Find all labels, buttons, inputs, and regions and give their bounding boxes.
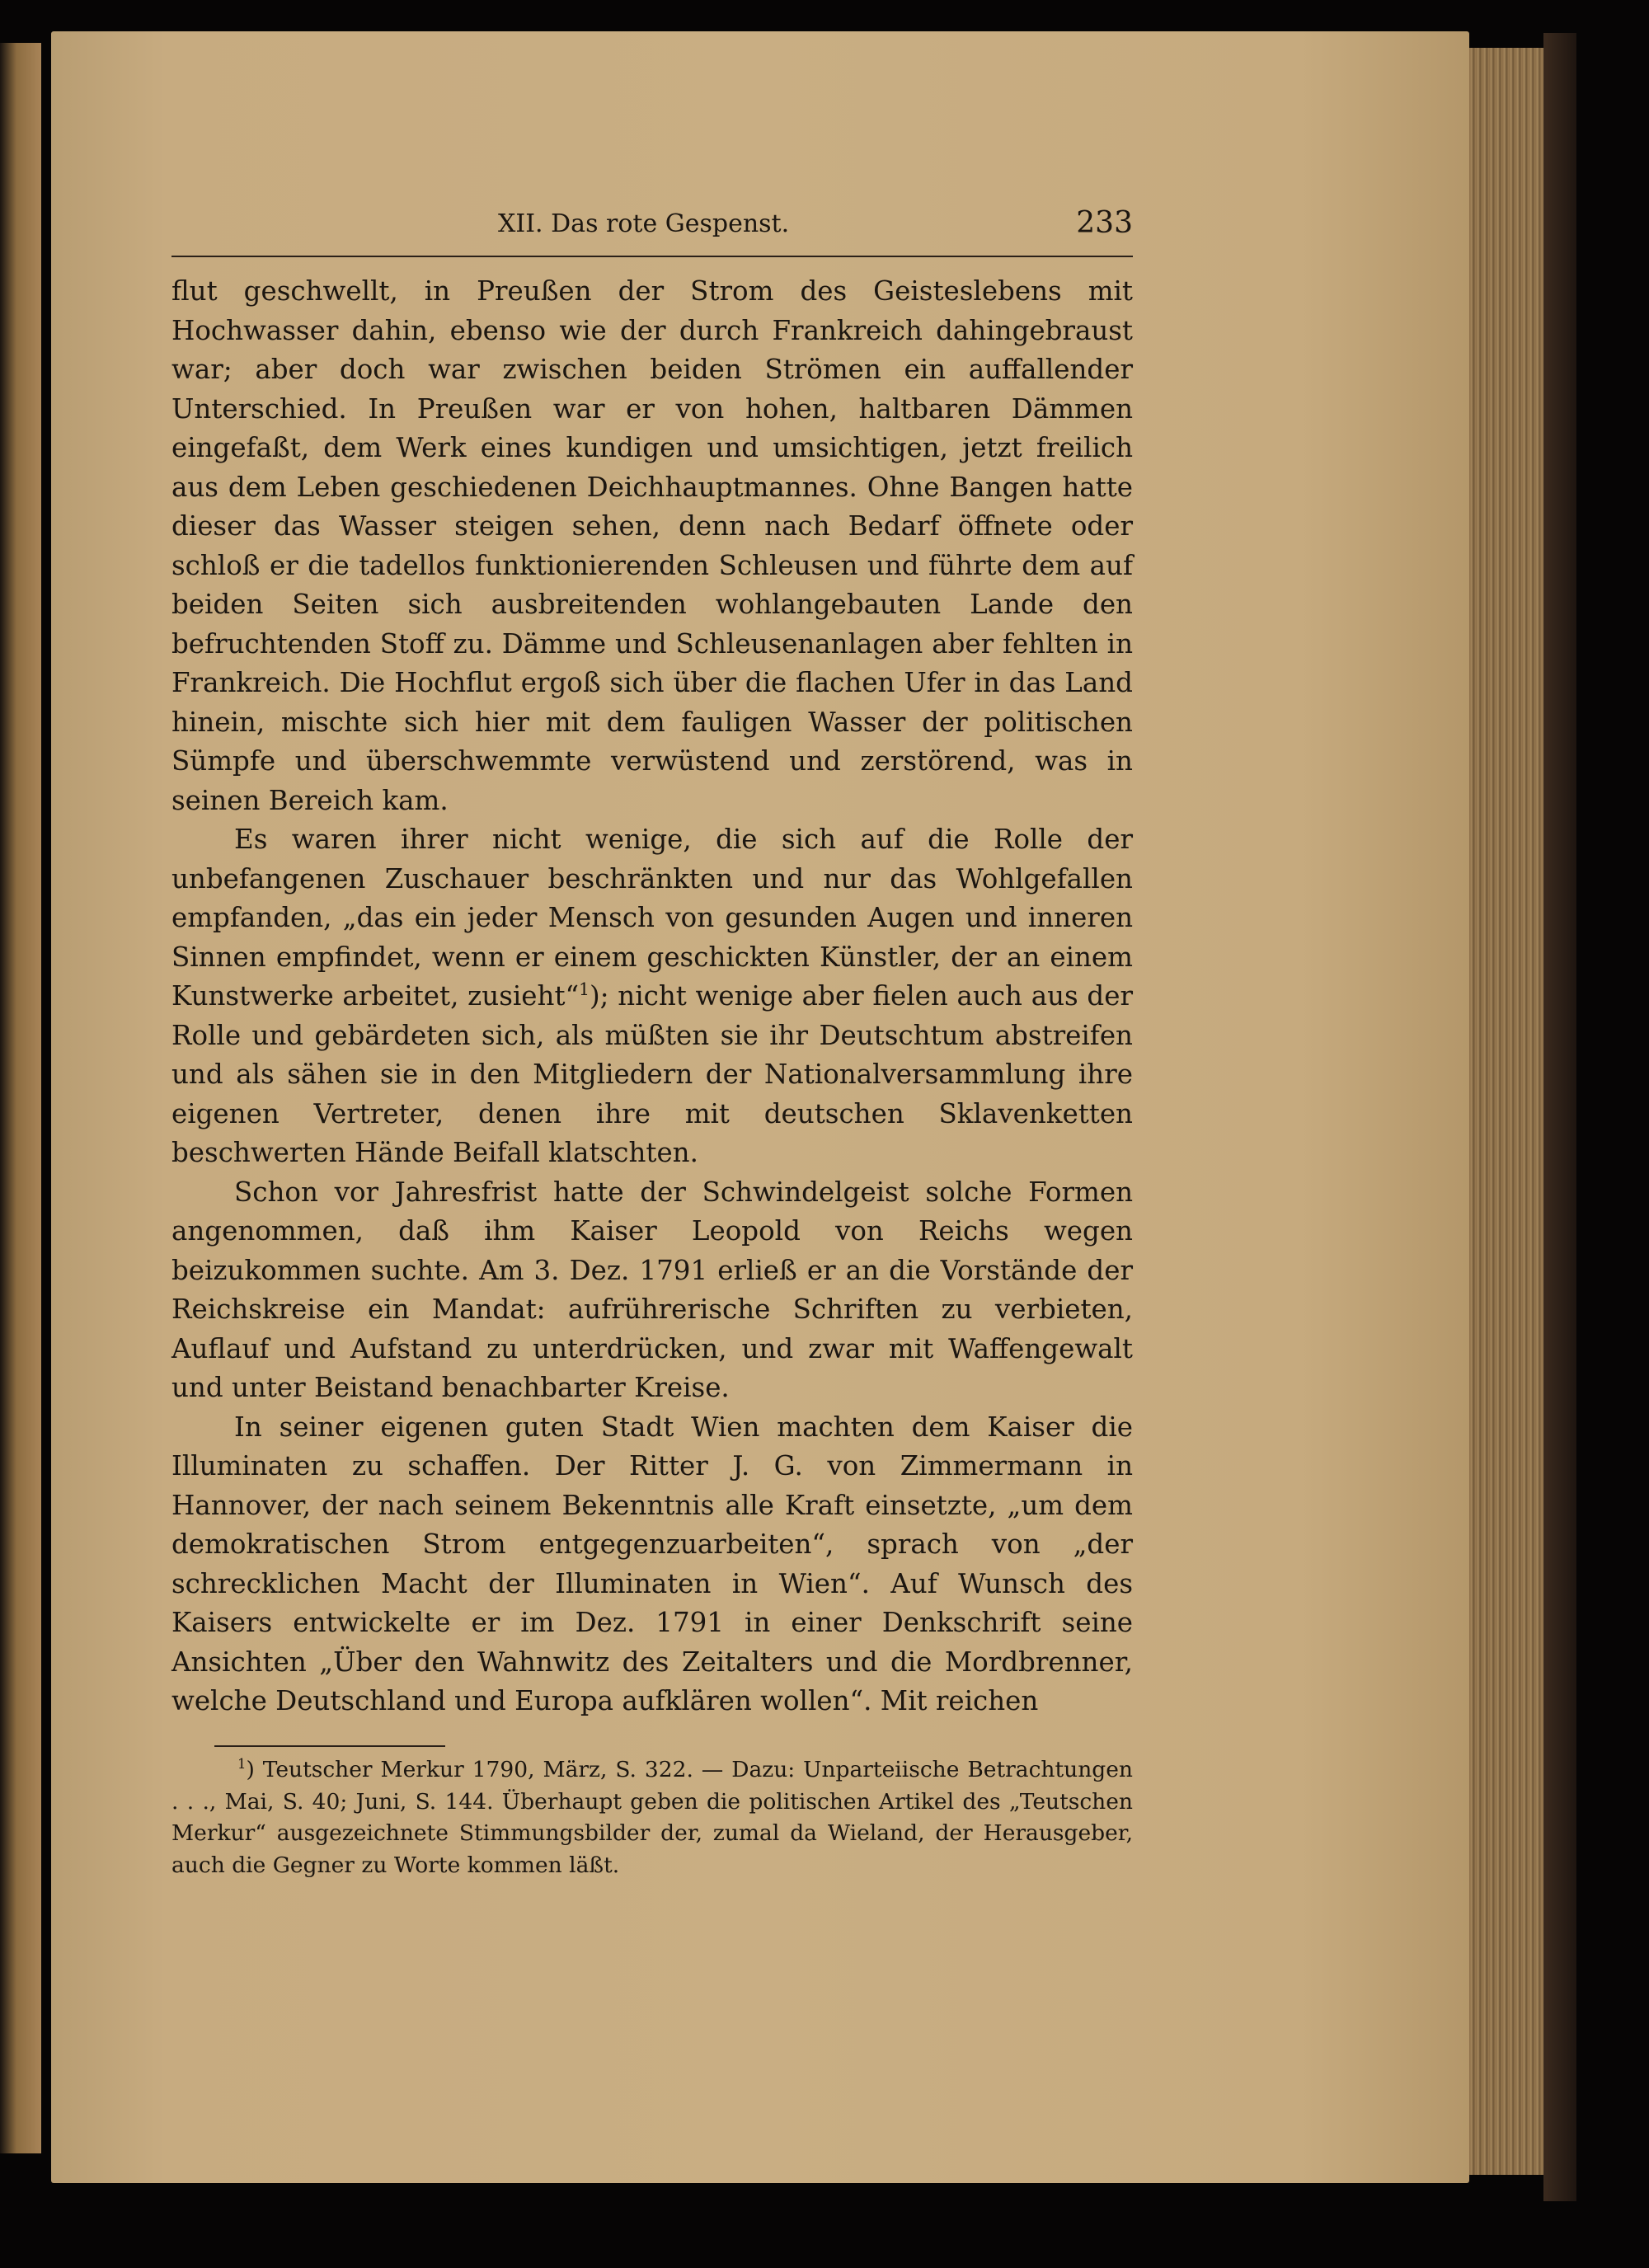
paragraph-3: Schon vor Jahresfrist hatte der Schwindelgeist solche Formen angenommen, daß ihm Kaiser Leopold von Reichs wegen beizukommen suchte. Am 3. Dez. 1791 erließ er an die Vorstände der Reichskreise ein Mandat: aufrührerische Schriften zu verbieten, Auflauf und Aufstand zu unterdrücken, und zwar mit Waffengewalt und unter Beistand benachbarter Kreise. bbox=[171, 1176, 1133, 1403]
paragraph-2-text-a: Es waren ihrer nicht wenige, die sich auf die Rolle der unbefangenen Zuschauer beschränkten und nur das Wohlgefallen empfanden, „das ein jeder Mensch von gesunden Augen und inneren Sinnen empfindet, wenn er einem geschickten Künstler, der an einem Kunstwerke arbeitet, zusieht“ bbox=[171, 824, 1133, 1012]
left-page-edge bbox=[0, 43, 41, 2153]
paragraph-4: In seiner eigenen guten Stadt Wien machten dem Kaiser die Illuminaten zu schaffen. Der Ritter J. G. von Zimmermann in Hannover, der nach seinem Bekenntnis alle Kraft einsetzte, „um dem demokratischen Strom entgegenzuarbeiten“, sprach von „der schrecklichen Macht der Illuminaten in Wien“. Auf Wunsch des Kaisers entwickelte er im Dez. 1791 in einer Denkschrift seine Ansichten „Über den Wahnwitz des Zeitalters und die Mordbrenner, welche Deutschland und Europa aufklären wollen“. Mit reichen bbox=[171, 1411, 1133, 1716]
footnote bbox=[171, 1754, 1133, 1881]
footnote-marker: 1 bbox=[237, 1756, 247, 1773]
page-stack-edge bbox=[1469, 48, 1543, 2175]
page-header bbox=[171, 201, 1133, 257]
body-text bbox=[171, 272, 1133, 1721]
paragraph-2 bbox=[171, 820, 1133, 1173]
paragraph-2-text-b: ); nicht wenige aber fielen auch aus der Rolle und gebärdeten sich, als müßten sie ihr Deutschtum abstreifen und als sähen sie in den Mitgliedern der Nationalversammlung ihre eigenen Vertreter, denen ihre mit deutschen Sklavenketten beschwerten Hände Beifall klatschten. bbox=[171, 980, 1133, 1168]
footnotes bbox=[171, 1754, 1133, 1881]
footnote-text: ) Teutscher Merkur 1790, März, S. 322. — Dazu: Unparteiische Betrachtungen . . ., Mai, S. 40; Juni, S. 144. Überhaupt geben die politischen Artikel des „Teutschen Merkur“ ausgezeichnete Stimmungsbilder der, zumal da Wieland, der Herausgeber, auch die Gegner zu Worte kommen läßt. bbox=[171, 1757, 1133, 1878]
footnote-divider bbox=[214, 1745, 445, 1747]
footnote-ref: 1 bbox=[579, 979, 590, 1000]
page-number: 233 bbox=[1076, 206, 1133, 240]
book-cover-edge bbox=[1543, 33, 1576, 2201]
paragraph-1: flut geschwellt, in Preußen der Strom des Geisteslebens mit Hochwasser dahin, ebenso wie der durch Frankreich dahingebraust war; aber doch war zwischen beiden Strömen ein auffallender Unterschied. In Preußen war er von hohen, haltbaren Dämmen eingefaßt, dem Werk eines kundigen und umsichtigen, jetzt freilich aus dem Leben geschiedenen Deichhauptmannes. Ohne Bangen hatte dieser das Wasser steigen sehen, denn nach Bedarf öffnete oder schloß er die tadellos funktionierenden Schleusen und führte dem auf beiden Seiten sich ausbreitenden wohlangebauten Lande den befruchtenden Stoff zu. Dämme und Schleusenanlagen aber fehlten in Frankreich. Die Hochflut ergoß sich über die flachen Ufer in das Land hinein, mischte sich hier mit dem fauligen Wasser der politischen Sümpfe und überschwemmte verwüstend und zerstörend, was in seinen Bereich kam. bbox=[171, 275, 1133, 816]
running-head: XII. Das rote Gespenst. bbox=[498, 209, 790, 238]
